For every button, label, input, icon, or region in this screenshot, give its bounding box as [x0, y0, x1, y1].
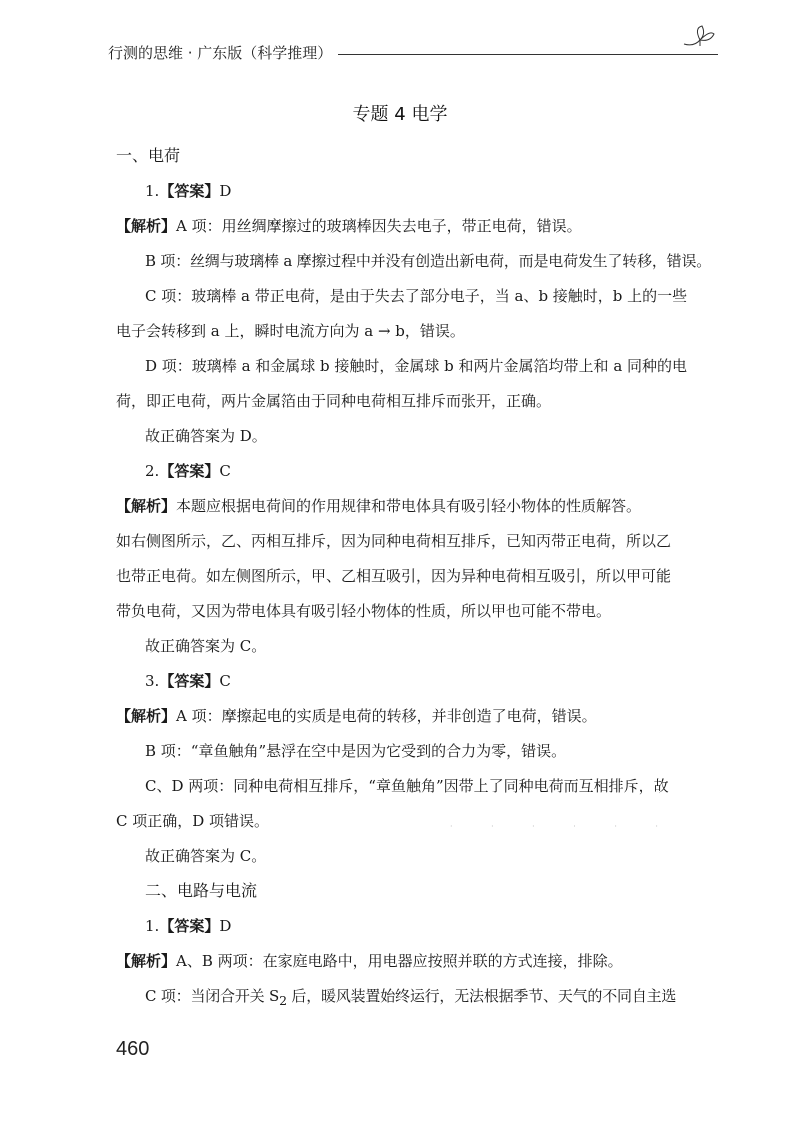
- question-number: 1.: [145, 182, 160, 200]
- answer-value: D: [219, 917, 232, 935]
- analysis-text: C 项：当闭合开关 S: [145, 987, 280, 1005]
- analysis-line: [116, 706, 716, 726]
- answer-tag: 【答案】: [159, 462, 220, 480]
- analysis-line: C 项：玻璃棒 a 带正电荷，是由于失去了部分电子，当 a、b 接触时，b 上的一些: [145, 287, 688, 305]
- subscript: 2: [279, 993, 287, 1008]
- question-number: 3.: [145, 672, 160, 690]
- analysis-line: B 项：丝绸与玻璃棒 a 摩擦过程中并没有创造出新电荷，而是电荷发生了转移，错误。: [145, 252, 712, 270]
- answer-line: [116, 181, 716, 201]
- analysis-tag: 【解析】: [116, 707, 177, 725]
- analysis-line: B 项：“章鱼触角”悬浮在空中是因为它受到的合力为零，错误。: [145, 742, 567, 760]
- heading-circuit: 二、电路与电流: [145, 881, 258, 900]
- analysis-line: 也带正电荷。如左侧图所示，甲、乙相互吸引，因为异种电荷相互吸引，所以甲可能: [116, 567, 672, 585]
- analysis-tag: 【解析】: [116, 952, 177, 970]
- section-title: 专题 4 电学: [352, 104, 448, 125]
- analysis-line: [116, 951, 716, 971]
- analysis-line: C 项正确，D 项错误。: [116, 812, 270, 830]
- answer-line: [116, 461, 716, 481]
- analysis-line: [116, 496, 716, 516]
- analysis-text: 本题应根据电荷间的作用规律和带电体具有吸引轻小物体的性质解答。: [176, 497, 642, 515]
- scan-noise: · · · · · ·: [450, 822, 676, 831]
- conclusion-line: 故正确答案为 D。: [145, 427, 267, 445]
- analysis-tag: 【解析】: [116, 217, 177, 235]
- answer-line: [116, 916, 716, 936]
- answer-value: C: [219, 672, 231, 690]
- sprout-icon: [680, 24, 716, 50]
- analysis-text: A、B 两项：在家庭电路中，用电器应按照并联的方式连接，排除。: [176, 952, 623, 970]
- analysis-line: [116, 986, 716, 1006]
- analysis-line: 电子会转移到 a 上，瞬时电流方向为 a → b，错误。: [116, 322, 465, 340]
- answer-tag: 【答案】: [159, 917, 220, 935]
- answer-tag: 【答案】: [159, 182, 220, 200]
- header-rule: [338, 54, 718, 55]
- analysis-line: C、D 两项：同种电荷相互排斥，“章鱼触角”因带上了同种电荷而互相排斥，故: [145, 777, 669, 795]
- running-header: [108, 40, 718, 64]
- analysis-line: D 项：玻璃棒 a 和金属球 b 接触时，金属球 b 和两片金属箔均带上和 a 同种的电: [145, 357, 688, 375]
- question-number: 2.: [145, 462, 160, 480]
- answer-line: [116, 671, 716, 691]
- analysis-line: 如右侧图所示，乙、丙相互排斥，因为同种电荷相互排斥，已知丙带正电荷，所以乙: [116, 532, 672, 550]
- analysis-text: 后，暖风装置始终运行，无法根据季节、天气的不同自主选: [286, 987, 677, 1005]
- conclusion-line: 故正确答案为 C。: [145, 637, 267, 655]
- answer-value: C: [219, 462, 231, 480]
- conclusion-line: 故正确答案为 C。: [145, 847, 267, 865]
- analysis-text: A 项：用丝绸摩擦过的玻璃棒因失去电子，带正电荷，错误。: [176, 217, 582, 235]
- analysis-text: A 项：摩擦起电的实质是电荷的转移，并非创造了电荷，错误。: [176, 707, 597, 725]
- header-title: 行测的思维 · 广东版（科学推理）: [108, 43, 333, 62]
- page-number: 460: [116, 1038, 150, 1060]
- page-content: [116, 146, 716, 1021]
- analysis-line: [116, 216, 716, 236]
- analysis-line: 荷，即正电荷，两片金属箔由于同种电荷相互排斥而张开，正确。: [116, 392, 552, 410]
- analysis-tag: 【解析】: [116, 497, 177, 515]
- question-number: 1.: [145, 917, 160, 935]
- analysis-line: 带负电荷，又因为带电体具有吸引轻小物体的性质，所以甲也可能不带电。: [116, 602, 612, 620]
- answer-tag: 【答案】: [159, 672, 220, 690]
- heading-charge: 一、电荷: [116, 146, 181, 165]
- answer-value: D: [219, 182, 232, 200]
